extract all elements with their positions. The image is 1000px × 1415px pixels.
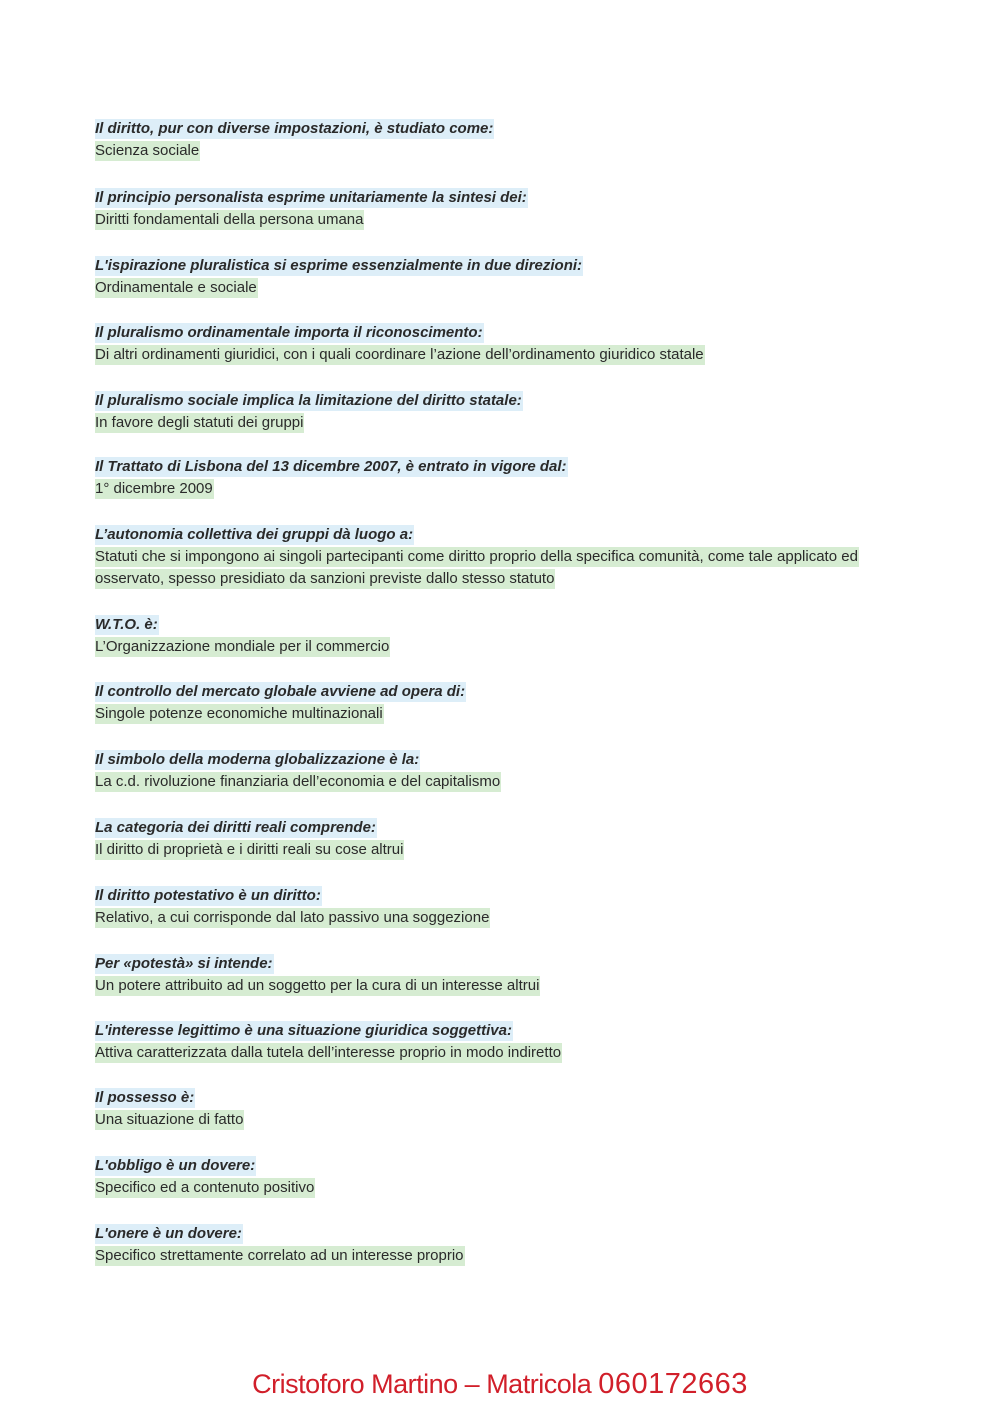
- qa-item: [95, 885, 895, 929]
- qa-item: [95, 1223, 895, 1267]
- question-text: L'obbligo è un dovere:: [95, 1157, 256, 1174]
- question-text: Il diritto potestativo è un diritto:: [95, 887, 321, 904]
- answer-text: Singole potenze economiche multinazionali: [95, 705, 383, 722]
- answer-text: Di altri ordinamenti giuridici, con i quali coordinare l’azione dell’ordinamento giuridico statale: [95, 346, 704, 363]
- answer-text: Scienza sociale: [95, 142, 200, 159]
- qa-item: [95, 524, 895, 590]
- answer-text: La c.d. rivoluzione finanziaria dell’economia e del capitalismo: [95, 773, 501, 790]
- qa-item: [95, 322, 895, 366]
- answer-text: L’Organizzazione mondiale per il commercio: [95, 638, 390, 655]
- question-text: L'interesse legittimo è una situazione giuridica soggettiva:: [95, 1022, 512, 1039]
- answer-text: Relativo, a cui corrisponde dal lato passivo una soggezione: [95, 909, 490, 926]
- answer-text: Il diritto di proprietà e i diritti reali su cose altrui: [95, 841, 404, 858]
- question-text: L'ispirazione pluralistica si esprime essenzialmente in due direzioni:: [95, 257, 583, 274]
- question-text: Per «potestà» si intende:: [95, 955, 273, 972]
- answer-text: In favore degli statuti dei gruppi: [95, 414, 304, 431]
- question-text: Il controllo del mercato globale avviene ad opera di:: [95, 683, 466, 700]
- question-text: L’autonomia collettiva dei gruppi dà luogo a:: [95, 526, 414, 543]
- qa-item: [95, 1087, 895, 1131]
- qa-item: [95, 118, 895, 162]
- footer-name: Cristoforo Martino – Matricola: [252, 1369, 599, 1399]
- question-text: Il Trattato di Lisbona del 13 dicembre 2007, è entrato in vigore dal:: [95, 458, 567, 475]
- qa-item: [95, 255, 895, 299]
- qa-item: [95, 749, 895, 793]
- qa-item: [95, 187, 895, 231]
- question-text: W.T.O. è:: [95, 616, 158, 633]
- question-text: Il diritto, pur con diverse impostazioni, è studiato come:: [95, 120, 494, 137]
- qa-item: [95, 817, 895, 861]
- question-text: Il pluralismo ordinamentale importa il riconoscimento:: [95, 324, 483, 341]
- qa-item: [95, 1020, 895, 1064]
- qa-item: [95, 390, 895, 434]
- answer-text: Attiva caratterizzata dalla tutela dell’interesse proprio in modo indiretto: [95, 1044, 562, 1061]
- qa-item: [95, 953, 895, 997]
- answer-text: Un potere attribuito ad un soggetto per la cura di un interesse altrui: [95, 977, 540, 994]
- qa-item: [95, 456, 895, 500]
- qa-item: [95, 681, 895, 725]
- qa-item: [95, 1155, 895, 1199]
- answer-text: Diritti fondamentali della persona umana: [95, 211, 364, 228]
- question-text: Il simbolo della moderna globalizzazione è la:: [95, 751, 420, 768]
- answer-text: Specifico strettamente correlato ad un interesse proprio: [95, 1247, 464, 1264]
- question-text: Il principio personalista esprime unitariamente la sintesi dei:: [95, 189, 527, 206]
- qa-item: [95, 614, 895, 658]
- question-text: La categoria dei diritti reali comprende:: [95, 819, 376, 836]
- footer-signature: [0, 1368, 1000, 1401]
- question-text: Il pluralismo sociale implica la limitazione del diritto statale:: [95, 392, 522, 409]
- answer-text: 1° dicembre 2009: [95, 480, 213, 497]
- footer-matricola-number: 060172663: [598, 1368, 748, 1400]
- answer-text: Ordinamentale e sociale: [95, 279, 257, 296]
- question-text: L'onere è un dovere:: [95, 1225, 242, 1242]
- answer-text: Specifico ed a contenuto positivo: [95, 1179, 315, 1196]
- question-text: Il possesso è:: [95, 1089, 195, 1106]
- answer-text: Una situazione di fatto: [95, 1111, 244, 1128]
- answer-text: Statuti che si impongono ai singoli partecipanti come diritto proprio della specifica comunità, come tale applicato ed osservato, spesso presidiato da sanzioni previste dallo stesso statuto: [95, 548, 858, 587]
